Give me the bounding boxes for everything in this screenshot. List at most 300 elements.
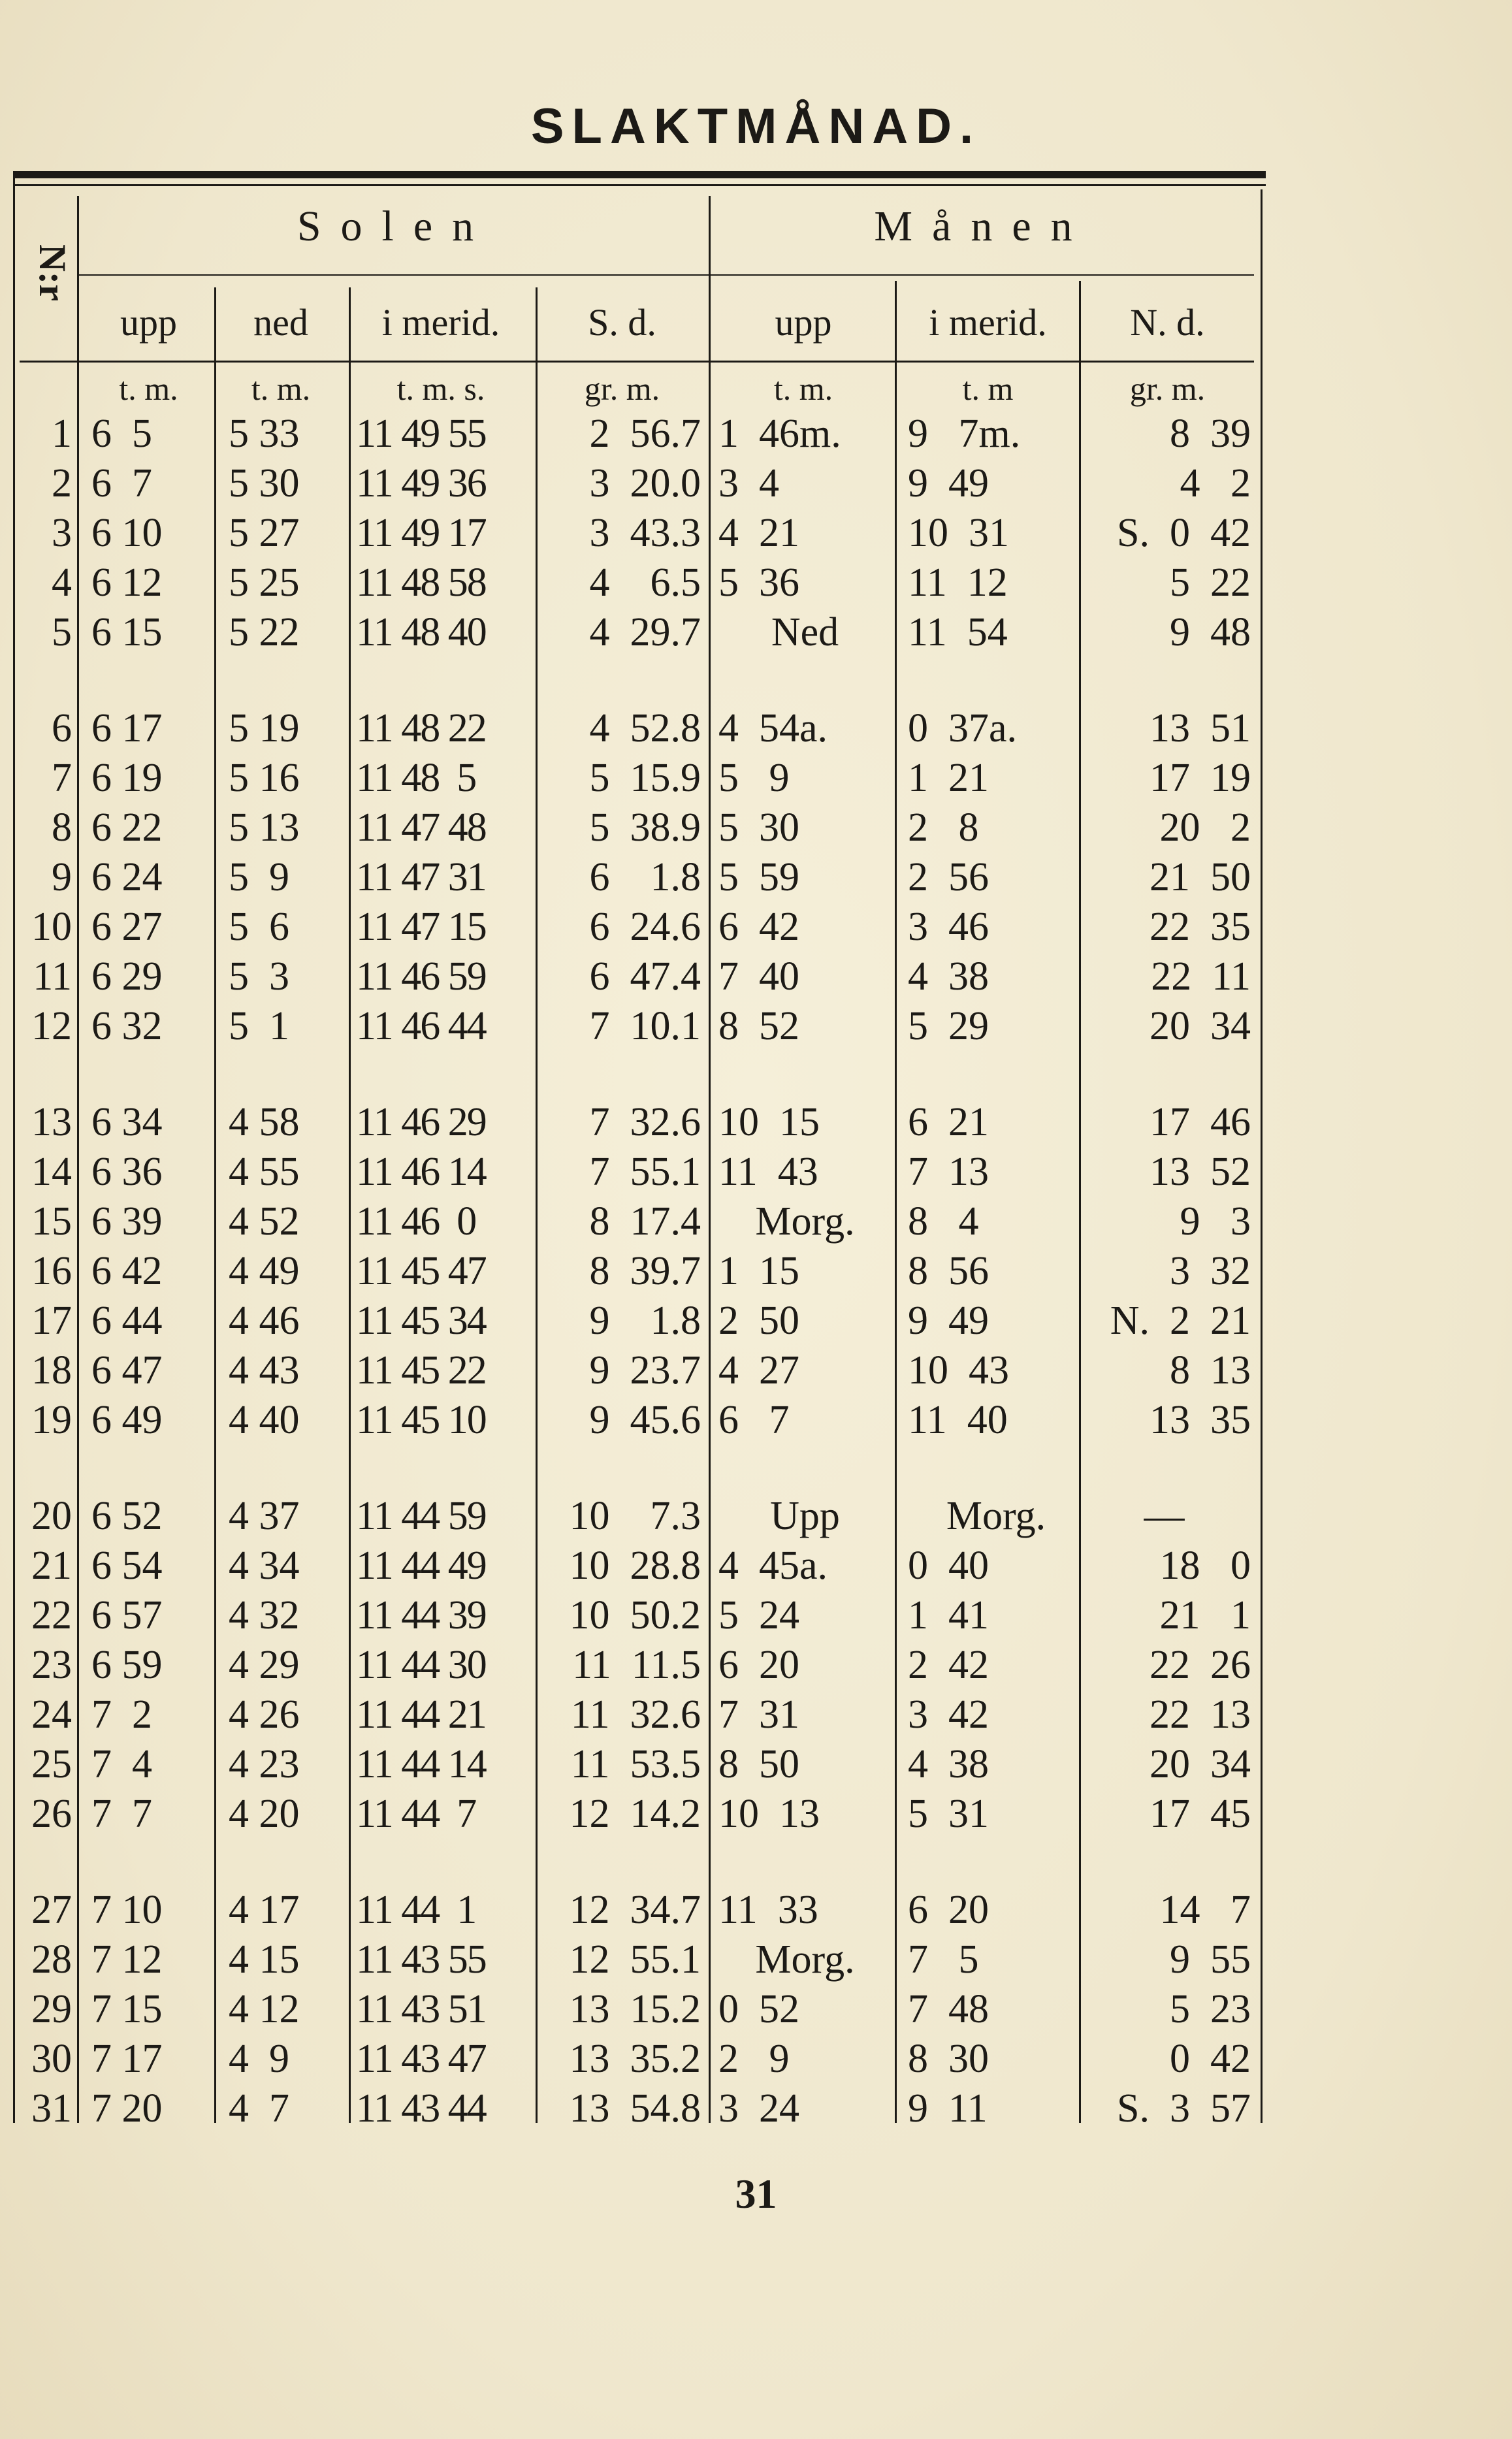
nr-header	[26, 204, 78, 341]
sunrise-time: 6 19	[91, 756, 163, 800]
sunset-time: 4 34	[229, 1543, 300, 1588]
table-row	[0, 508, 1512, 558]
sun-declination: 7 32.6	[589, 1100, 701, 1144]
moon-meridian-time: 0 37a.	[908, 706, 1018, 751]
sunset-time: 5 22	[229, 610, 300, 654]
moon-declination: 22 26	[1150, 1643, 1251, 1687]
day-number: 16	[31, 1249, 72, 1293]
table-row	[0, 902, 1512, 952]
moon-declination: 8 39	[1170, 412, 1251, 456]
moon-declination: 13 35	[1150, 1398, 1251, 1442]
sunset-time: 4 20	[229, 1792, 300, 1836]
moon-declination: 20 2	[1159, 805, 1251, 850]
table-row	[0, 1097, 1512, 1147]
day-number: 4	[52, 560, 72, 605]
moonrise-time: 7 31	[718, 1692, 799, 1737]
sun-meridian-time: 11 45 10	[356, 1398, 486, 1442]
sun-declination: 2 56.7	[589, 412, 701, 456]
moon-declination: S. 0 42	[1117, 511, 1251, 555]
sunrise-time: 6 47	[91, 1348, 163, 1393]
sunset-time: 5 25	[229, 560, 300, 605]
sun-declination: 7 55.1	[589, 1150, 701, 1194]
moon-declination: 20 34	[1150, 1742, 1251, 1786]
day-number: 8	[52, 805, 72, 850]
moon-declination: 18 0	[1159, 1543, 1251, 1588]
units-divider	[20, 361, 1254, 363]
table-row	[0, 1197, 1512, 1246]
sunrise-time: 6 12	[91, 560, 163, 605]
table-row	[0, 703, 1512, 753]
moon-meridian-time: 5 29	[908, 1004, 989, 1048]
moon-meridian-time: 4 38	[908, 954, 989, 999]
header-moon-declination: N. d.	[1130, 301, 1205, 344]
unit-sun-declination: gr. m.	[584, 370, 660, 407]
moon-declination: 0 42	[1170, 2037, 1251, 2081]
moon-declination: 14 7	[1159, 1888, 1251, 1932]
sun-meridian-time: 11 47 48	[356, 805, 486, 850]
moonrise-time: 2 9	[718, 2037, 790, 2081]
moon-meridian-time: 10 43	[908, 1348, 1009, 1393]
moon-declination: 9 48	[1170, 610, 1251, 654]
sunset-time: 5 6	[229, 905, 289, 949]
day-number: 31	[31, 2086, 72, 2131]
moon-meridian-time: 7 48	[908, 1987, 989, 2031]
day-number: 17	[31, 1299, 72, 1343]
sun-meridian-time: 11 48 58	[356, 560, 486, 605]
moonrise-time: 6 42	[718, 905, 799, 949]
header-moon-rise: upp	[775, 301, 832, 344]
moon-declination: 17 46	[1150, 1100, 1251, 1144]
moonrise-time: 11 43	[718, 1150, 818, 1194]
day-number: 29	[31, 1987, 72, 2031]
sunrise-time: 6 54	[91, 1543, 163, 1588]
sun-declination: 4 6.5	[589, 560, 701, 605]
day-number: 22	[31, 1593, 72, 1638]
moon-meridian-time: 8 30	[908, 2037, 989, 2081]
sun-meridian-time: 11 48 40	[356, 610, 486, 654]
moon-meridian-time: Morg.	[946, 1494, 1046, 1538]
sun-meridian-time: 11 46 0	[356, 1199, 476, 1244]
sunrise-time: 7 10	[91, 1888, 163, 1932]
sunrise-time: 6 27	[91, 905, 163, 949]
top-rule	[13, 171, 1266, 178]
sun-meridian-time: 11 48 5	[356, 756, 476, 800]
moonrise-time: 6 7	[718, 1398, 790, 1442]
table-row	[0, 1984, 1512, 2034]
table-row	[0, 1296, 1512, 1346]
sunset-time: 4 55	[229, 1150, 300, 1194]
sun-meridian-time: 11 46 14	[356, 1150, 486, 1194]
moon-meridian-time: 10 31	[908, 511, 1009, 555]
moon-meridian-time: 2 8	[908, 805, 979, 850]
sun-declination: 10 50.2	[569, 1593, 701, 1638]
moonrise-time: Morg.	[755, 1937, 855, 1982]
sunset-time: 5 9	[229, 855, 289, 899]
sun-declination: 9 1.8	[589, 1299, 701, 1343]
sunset-time: 4 26	[229, 1692, 300, 1737]
sun-meridian-time: 11 43 55	[356, 1937, 486, 1982]
unit-sun-meridian: t. m. s.	[396, 370, 485, 407]
sun-meridian-time: 11 45 22	[356, 1348, 486, 1393]
table-row	[0, 753, 1512, 803]
table-row	[0, 1789, 1512, 1839]
sun-declination: 5 15.9	[589, 756, 701, 800]
moon-meridian-time: 5 31	[908, 1792, 989, 1836]
sunset-time: 5 19	[229, 706, 300, 751]
moon-meridian-time: 9 49	[908, 1299, 989, 1343]
moonrise-time: 3 4	[718, 461, 779, 506]
unit-moon-rise: t. m.	[773, 370, 833, 407]
sunrise-time: 7 17	[91, 2037, 163, 2081]
moonrise-time: 5 59	[718, 855, 799, 899]
moon-declination: 9 3	[1180, 1199, 1251, 1244]
moon-declination: 21 50	[1150, 855, 1251, 899]
moon-meridian-time: 2 42	[908, 1643, 989, 1687]
day-number: 18	[31, 1348, 72, 1393]
moon-declination: N. 2 21	[1110, 1299, 1251, 1343]
sun-meridian-time: 11 43 51	[356, 1987, 486, 2031]
sunrise-time: 6 44	[91, 1299, 163, 1343]
sun-meridian-time: 11 45 47	[356, 1249, 486, 1293]
sun-declination: 6 47.4	[589, 954, 701, 999]
table-row	[0, 1591, 1512, 1640]
sunset-time: 5 13	[229, 805, 300, 850]
table-row	[0, 2034, 1512, 2084]
sunset-time: 4 46	[229, 1299, 300, 1343]
sun-declination: 12 14.2	[569, 1792, 701, 1836]
unit-sun-set: t. m.	[251, 370, 311, 407]
sun-declination: 9 23.7	[589, 1348, 701, 1393]
header-sun-meridian: i merid.	[381, 301, 500, 344]
moonrise-time: 7 40	[718, 954, 799, 999]
sun-declination: 6 24.6	[589, 905, 701, 949]
sunrise-time: 6 7	[91, 461, 152, 506]
day-number: 24	[31, 1692, 72, 1737]
table-row	[0, 952, 1512, 1001]
sunrise-time: 6 34	[91, 1100, 163, 1144]
header-sun-set: ned	[253, 301, 308, 344]
top-rule-thin	[13, 184, 1266, 186]
moon-declination: 4 2	[1180, 461, 1251, 506]
moon-declination: 17 19	[1150, 756, 1251, 800]
sun-declination: 10 7.3	[569, 1494, 701, 1538]
sunset-time: 5 16	[229, 756, 300, 800]
sun-declination: 6 1.8	[589, 855, 701, 899]
sunrise-time: 6 22	[91, 805, 163, 850]
sun-declination: 9 45.6	[589, 1398, 701, 1442]
moon-meridian-time: 8 56	[908, 1249, 989, 1293]
moon-meridian-time: 4 38	[908, 1742, 989, 1786]
sunset-time: 5 1	[229, 1004, 289, 1048]
sun-declination: 11 53.5	[570, 1742, 701, 1786]
moon-declination: 22 13	[1150, 1692, 1251, 1737]
moon-declination: 9 55	[1170, 1937, 1251, 1982]
unit-sun-rise: t. m.	[119, 370, 178, 407]
sunset-time: 4 17	[229, 1888, 300, 1932]
sunrise-time: 6 10	[91, 511, 163, 555]
moonrise-time: 2 50	[718, 1299, 799, 1343]
sunset-time: 4 58	[229, 1100, 300, 1144]
moon-declination: 21 1	[1159, 1593, 1251, 1638]
sunrise-time: 7 20	[91, 2086, 163, 2131]
sunrise-time: 6 17	[91, 706, 163, 751]
sun-meridian-time: 11 44 21	[356, 1692, 486, 1737]
moonrise-time: 6 20	[718, 1643, 799, 1687]
sun-meridian-time: 11 47 31	[356, 855, 486, 899]
sun-meridian-time: 11 47 15	[356, 905, 486, 949]
sunset-time: 4 12	[229, 1987, 300, 2031]
sun-declination: 13 15.2	[569, 1987, 701, 2031]
moon-meridian-time: 6 20	[908, 1888, 989, 1932]
day-number: 26	[31, 1792, 72, 1836]
sunrise-time: 7 4	[91, 1742, 152, 1786]
moon-meridian-time: 11 40	[908, 1398, 1008, 1442]
table-row	[0, 1885, 1512, 1935]
day-number: 1	[52, 412, 72, 456]
moonrise-time: 0 52	[718, 1987, 799, 2031]
table-row	[0, 1346, 1512, 1395]
table-row	[0, 2084, 1512, 2133]
table-row	[0, 1395, 1512, 1445]
sunrise-time: 6 32	[91, 1004, 163, 1048]
sunrise-time: 6 39	[91, 1199, 163, 1244]
moon-meridian-time: 3 42	[908, 1692, 989, 1737]
moon-declination: 8 13	[1170, 1348, 1251, 1393]
sunrise-time: 7 2	[91, 1692, 152, 1737]
moon-meridian-time: 6 21	[908, 1100, 989, 1144]
moonrise-time: 10 15	[718, 1100, 820, 1144]
moon-meridian-time: 3 46	[908, 905, 989, 949]
sun-declination: 8 39.7	[589, 1249, 701, 1293]
sunrise-time: 6 59	[91, 1643, 163, 1687]
table-row	[0, 459, 1512, 508]
sun-declination: 12 55.1	[569, 1937, 701, 1982]
sunset-time: 4 9	[229, 2037, 289, 2081]
sun-declination: 4 52.8	[589, 706, 701, 751]
day-number: 13	[31, 1100, 72, 1144]
moon-declination: 3 32	[1170, 1249, 1251, 1293]
table-row	[0, 852, 1512, 902]
sun-meridian-time: 11 44 59	[356, 1494, 486, 1538]
moonrise-time: 4 21	[718, 511, 799, 555]
moonrise-time: 4 54a.	[718, 706, 828, 751]
table-row	[0, 1935, 1512, 1984]
sun-meridian-time: 11 46 59	[356, 954, 486, 999]
moon-declination: 22 11	[1151, 954, 1251, 999]
sunrise-time: 6 24	[91, 855, 163, 899]
sun-meridian-time: 11 49 55	[356, 412, 486, 456]
day-number: 7	[52, 756, 72, 800]
moon-declination: 5 22	[1170, 560, 1251, 605]
sunset-time: 4 23	[229, 1742, 300, 1786]
nr-header-text: N:r	[31, 244, 74, 301]
moon-meridian-time: 2 56	[908, 855, 989, 899]
moon-meridian-time: 7 13	[908, 1150, 989, 1194]
sun-meridian-time: 11 46 29	[356, 1100, 486, 1144]
sun-declination: 13 54.8	[569, 2086, 701, 2131]
moonrise-time: Morg.	[755, 1199, 855, 1244]
sunrise-time: 6 5	[91, 412, 152, 456]
sun-declination: 3 20.0	[589, 461, 701, 506]
moon-declination: S. 3 57	[1117, 2086, 1251, 2131]
sunrise-time: 6 15	[91, 610, 163, 654]
moon-meridian-time: 9 7m.	[908, 412, 1021, 456]
sun-declination: 5 38.9	[589, 805, 701, 850]
header-sun-declination: S. d.	[588, 301, 656, 344]
day-number: 23	[31, 1643, 72, 1687]
sun-declination: 10 28.8	[569, 1543, 701, 1588]
header-divider	[78, 274, 1254, 276]
sunset-time: 4 40	[229, 1398, 300, 1442]
table-row	[0, 803, 1512, 852]
moonrise-time: 5 24	[718, 1593, 799, 1638]
sun-meridian-time: 11 44 49	[356, 1543, 486, 1588]
moon-meridian-time: 1 21	[908, 756, 989, 800]
sunrise-time: 7 15	[91, 1987, 163, 2031]
moonrise-time: 3 24	[718, 2086, 799, 2131]
moonrise-time: 5 30	[718, 805, 799, 850]
table-row	[0, 1491, 1512, 1541]
moonrise-time: 5 36	[718, 560, 799, 605]
moonrise-time: 5 9	[718, 756, 790, 800]
sunrise-time: 6 57	[91, 1593, 163, 1638]
sunset-time: 4 37	[229, 1494, 300, 1538]
sunrise-time: 6 52	[91, 1494, 163, 1538]
day-number: 28	[31, 1937, 72, 1982]
sunset-time: 4 7	[229, 2086, 289, 2131]
sunset-time: 5 30	[229, 461, 300, 506]
day-number: 21	[31, 1543, 72, 1588]
unit-moon-meridian: t. m	[962, 370, 1014, 407]
sunrise-time: 7 7	[91, 1792, 152, 1836]
sunset-time: 4 43	[229, 1348, 300, 1393]
day-number: 15	[31, 1199, 72, 1244]
sun-meridian-time: 11 49 36	[356, 461, 486, 506]
header-moon-meridian: i merid.	[929, 301, 1047, 344]
sun-meridian-time: 11 48 22	[356, 706, 486, 751]
sun-meridian-time: 11 49 17	[356, 511, 486, 555]
day-number: 9	[52, 855, 72, 899]
moon-meridian-time: 8 4	[908, 1199, 979, 1244]
moon-group-label: Månen	[874, 202, 1092, 250]
day-number: 27	[31, 1888, 72, 1932]
moon-meridian-time: 11 12	[908, 560, 1008, 605]
sun-declination: 4 29.7	[589, 610, 701, 654]
sun-meridian-time: 11 44 39	[356, 1593, 486, 1638]
table-row	[0, 1690, 1512, 1739]
sunset-time: 5 3	[229, 954, 289, 999]
sun-declination: 7 10.1	[589, 1004, 701, 1048]
day-number: 20	[31, 1494, 72, 1538]
sunrise-time: 7 12	[91, 1937, 163, 1982]
moon-meridian-time: 9 11	[908, 2086, 988, 2131]
day-number: 6	[52, 706, 72, 751]
sun-declination: 13 35.2	[569, 2037, 701, 2081]
table-row	[0, 607, 1512, 657]
moon-declination: 22 35	[1150, 905, 1251, 949]
moonrise-time: 10 13	[718, 1792, 820, 1836]
day-number: 30	[31, 2037, 72, 2081]
sun-meridian-time: 11 43 47	[356, 2037, 486, 2081]
moonrise-time: Ned	[771, 610, 839, 654]
moon-declination: 13 51	[1150, 706, 1251, 751]
sunset-time: 4 29	[229, 1643, 300, 1687]
sun-declination: 12 34.7	[569, 1888, 701, 1932]
moon-declination: 13 52	[1150, 1150, 1251, 1194]
day-number: 2	[52, 461, 72, 506]
day-number: 19	[31, 1398, 72, 1442]
day-number: 11	[33, 954, 72, 999]
sunset-time: 4 52	[229, 1199, 300, 1244]
sun-meridian-time: 11 44 7	[356, 1792, 476, 1836]
sun-meridian-time: 11 44 14	[356, 1742, 486, 1786]
sunset-time: 4 32	[229, 1593, 300, 1638]
sunrise-time: 6 42	[91, 1249, 163, 1293]
table-row	[0, 1147, 1512, 1197]
header-sun-rise: upp	[120, 301, 177, 344]
table-row	[0, 1246, 1512, 1296]
sun-declination: 11 11.5	[572, 1643, 701, 1687]
moon-declination: —	[1144, 1494, 1185, 1538]
moon-meridian-time: 9 49	[908, 461, 989, 506]
moonrise-time: 4 27	[718, 1348, 799, 1393]
day-number: 12	[31, 1004, 72, 1048]
day-number: 25	[31, 1742, 72, 1786]
moon-meridian-time: 11 54	[908, 610, 1008, 654]
sun-meridian-time: 11 44 30	[356, 1643, 486, 1687]
page-number: 31	[735, 2171, 777, 2217]
table-row	[0, 409, 1512, 459]
sun-meridian-time: 11 44 1	[356, 1888, 476, 1932]
moonrise-time: 11 33	[718, 1888, 818, 1932]
moon-declination: 17 45	[1150, 1792, 1251, 1836]
sunrise-time: 6 29	[91, 954, 163, 999]
sun-meridian-time: 11 45 34	[356, 1299, 486, 1343]
table-row	[0, 558, 1512, 607]
sun-declination: 11 32.6	[570, 1692, 701, 1737]
sun-declination: 3 43.3	[589, 511, 701, 555]
moonrise-time: 1 46m.	[718, 412, 841, 456]
sunset-time: 4 15	[229, 1937, 300, 1982]
day-number: 3	[52, 511, 72, 555]
table-row	[0, 1541, 1512, 1591]
sunrise-time: 6 36	[91, 1150, 163, 1194]
moon-meridian-time: 0 40	[908, 1543, 989, 1588]
moonrise-time: Upp	[770, 1494, 840, 1538]
sun-declination: 8 17.4	[589, 1199, 701, 1244]
moon-meridian-time: 1 41	[908, 1593, 989, 1638]
sun-meridian-time: 11 43 44	[356, 2086, 486, 2131]
moon-declination: 20 34	[1150, 1004, 1251, 1048]
moonrise-time: 1 15	[718, 1249, 799, 1293]
day-number: 10	[31, 905, 72, 949]
table-row	[0, 1640, 1512, 1690]
moonrise-time: 8 52	[718, 1004, 799, 1048]
sun-meridian-time: 11 46 44	[356, 1004, 486, 1048]
moonrise-time: 8 50	[718, 1742, 799, 1786]
sunset-time: 4 49	[229, 1249, 300, 1293]
moonrise-time: 4 45a.	[718, 1543, 828, 1588]
day-number: 5	[52, 610, 72, 654]
sunset-time: 5 33	[229, 412, 300, 456]
table-row	[0, 1001, 1512, 1051]
unit-moon-declination: gr. m.	[1129, 370, 1206, 407]
day-number: 14	[31, 1150, 72, 1194]
table-row	[0, 1739, 1512, 1789]
sun-group-label: Solen	[297, 202, 494, 250]
sunrise-time: 6 49	[91, 1398, 163, 1442]
moon-declination: 5 23	[1170, 1987, 1251, 2031]
